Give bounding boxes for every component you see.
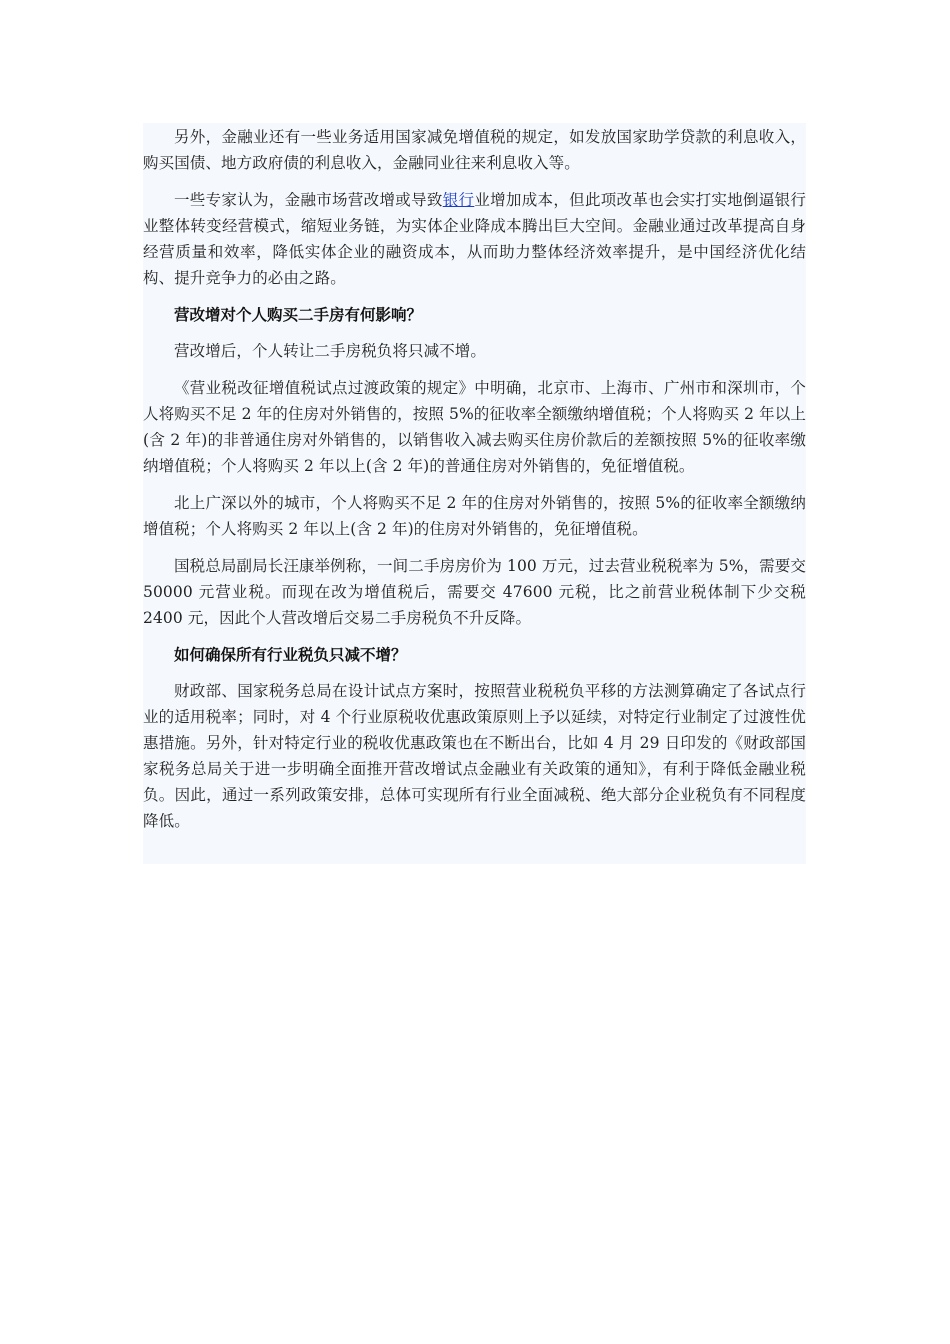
paragraph-policy-measures: 财政部、国家税务总局在设计试点方案时，按照营业税税负平移的方法测算确定了各试点行业的适用税率；同时，对 4 个行业原税收优惠政策原则上予以延续，对特定行业制定了过渡性优惠措施。另外，针对特定行业的税收优惠政策也在不断出台，比如 4 月 29 日印发的《财政部国家税务总局关于进一步明确全面推开营改增试点金融业有关政策的通知》，有利于降低金融业税负。因此，通过一系列政策安排，总体可实现所有行业全面减税、绝大部分企业税负有不同程度降低。 [143,682,806,830]
paragraph-housing-summary: 营改增后，个人转让二手房税负将只减不增。 [174,342,487,360]
bank-link[interactable]: 银行 [442,191,475,209]
paragraph-other-cities: 北上广深以外的城市，个人将购买不足 2 年的住房对外销售的，按照 5%的征收率全额缴纳增值税；个人将购买 2 年以上(含 2 年)的住房对外销售的，免征增值税。 [143,494,806,538]
paragraph-expert-opinion [143,187,806,291]
paragraph-example: 国税总局副局长汪康举例称，一间二手房房价为 100 万元，过去营业税税率为 5%，需要交 50000 元营业税。而现在改为增值税后，需要交 47600 元税，比之前营业税体制下少交税 2400 元，因此个人营改增后交易二手房税负不升反降。 [143,557,806,627]
article-body [143,123,806,864]
paragraph-expert-opinion-rest: 业增加成本，但此项改革也会实打实地倒逼银行业整体转变经营模式，缩短业务链，为实体企业降成本腾出巨大空间。金融业通过改革提高自身经营质量和效率，降低实体企业的融资成本，从而助力整体经济效率提升，是中国经济优化结构、提升竞争力的必由之路。 [143,191,807,287]
section-heading-industry-tax: 如何确保所有行业税负只减不增？ [174,645,407,664]
paragraph-finance-exemptions: 另外，金融业还有一些业务适用国家减免增值税的规定，如发放国家助学贷款的利息收入，购买国债、地方政府债的利息收入，金融同业往来利息收入等。 [143,128,806,172]
paragraph-expert-opinion-start: 一些专家认为，金融市场营改增或导致 [174,191,443,209]
paragraph-transition-policy: 《营业税改征增值税试点过渡政策的规定》中明确，北京市、上海市、广州市和深圳市，个人将购买不足 2 年的住房对外销售的，按照 5%的征收率全额缴纳增值税；个人将购买 2 年以上(含 2 年)的非普通住房对外销售的，以销售收入减去购买住房价款后的差额按照 5%的征收率缴纳增值税；个人将购买 2 年以上(含 2 年)的普通住房对外销售的，免征增值税。 [143,379,806,475]
section-heading-second-hand-housing: 营改增对个人购买二手房有何影响？ [174,305,423,324]
